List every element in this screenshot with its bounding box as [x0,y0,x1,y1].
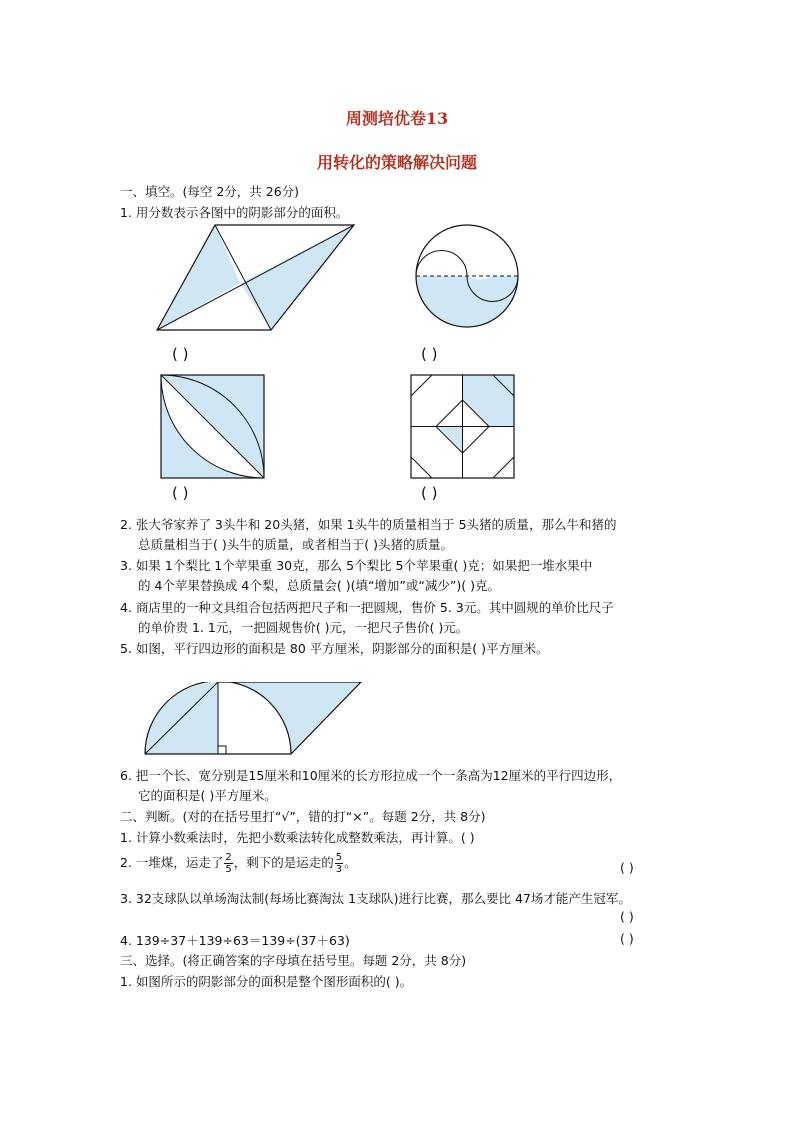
question-1-1: 1. 用分数表示各图中的阴影部分的面积。 [120,205,349,220]
question-2-2-text-post: 。 [344,855,357,870]
answer-blank-fig3[interactable]: ( ) [172,484,189,502]
question-1-3b: 的 4个苹果替换成 4个梨，总质量会( )(填“增加”或“减少”)( )克。 [138,578,500,593]
figure-square-tiles [408,372,518,482]
question-1-2a: 2. 张大爷家养了 3头牛和 20头猪，如果 1头牛的质量相当于 5头猪的质量，那么牛和猪的 [120,517,617,532]
fraction-numerator: 5 [335,852,343,863]
question-1-6a: 6. 把一个长、宽分别是15厘米和10厘米的长方形拉成一个一条高为12厘米的平行四边形， [120,768,622,783]
judge-blank-2[interactable]: ( ) [620,860,634,875]
question-2-2-text-pre: 2. 一堆煤，运走了 [120,855,224,870]
answer-blank-fig4[interactable]: ( ) [421,484,438,502]
question-1-2b: 总质量相当于( )头牛的质量，或者相当于( )头猪的质量。 [138,537,453,552]
question-2-1: 1. 计算小数乘法时，先把小数乘法转化成整数乘法，再计算。( ) [120,830,475,845]
question-2-2 [120,852,357,875]
figure-circle [412,223,522,333]
figure-parallelogram-semicircle [142,682,372,768]
question-1-4a: 4. 商店里的一种文具组合包括两把尺子和一把圆规，售价 5. 3元。其中圆规的单价比尺子 [120,600,614,615]
section3-heading: 三、选择。(将正确答案的字母填在括号里。每题 2分，共 8分) [120,953,467,968]
page-subtitle: 用转化的策略解决问题 [316,153,477,172]
question-2-4: 4. 139÷37＋139÷63＝139÷(37＋63) [120,933,350,948]
fraction-5-3 [335,852,343,875]
question-3-1: 1. 如图所示的阴影部分的面积是整个图形面积的( )。 [120,974,413,989]
figure-parallelogram [150,222,370,342]
judge-blank-4[interactable]: ( ) [620,931,634,946]
fraction-numerator: 2 [225,852,232,863]
section2-heading: 二、判断。(对的在括号里打“√”，错的打“×”。每题 2分，共 8分) [120,809,486,824]
question-1-3a: 3. 如果 1个梨比 1个苹果重 30克，那么 5个梨比 5个苹果重( )克；如果把一堆水果中 [120,558,593,573]
answer-blank-fig2[interactable]: ( ) [421,345,438,363]
question-1-4b: 的单价贵 1. 1元，一把圆规售价( )元，一把尺子售价( )元。 [138,620,469,635]
page-title: 周测培优卷13 [345,109,449,128]
judge-blank-3[interactable]: ( ) [620,909,634,924]
question-2-2-text-mid: ，剩下的是运走的 [233,855,334,870]
figure-square-lens [158,372,268,482]
question-1-6b: 它的面积是( )平方厘米。 [138,788,277,803]
fraction-2-5 [224,852,232,875]
question-2-3: 3. 32支球队以单场淘汰制(每场比赛淘汰 1支球队)进行比赛，那么要比 47场才能产生冠军。 [120,891,631,906]
fraction-denominator: 3 [335,864,343,875]
question-1-5: 5. 如图，平行四边形的面积是 80 平方厘米，阴影部分的面积是( )平方厘米。 [120,641,549,656]
answer-blank-fig1[interactable]: ( ) [172,345,189,363]
fraction-denominator: 5 [225,864,232,875]
section1-heading: 一、填空。(每空 2分，共 26分) [120,184,300,199]
